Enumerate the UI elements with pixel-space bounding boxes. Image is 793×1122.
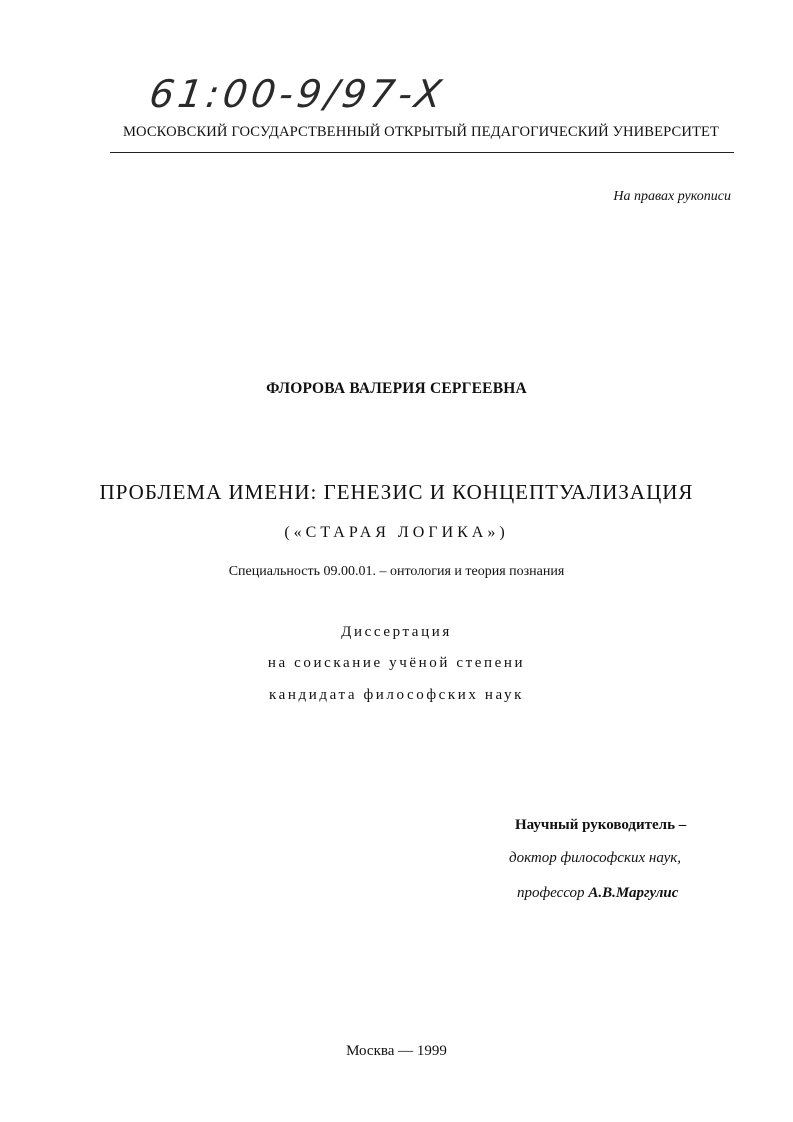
- degree-line-2: на соискание учёной степени: [267, 655, 526, 671]
- degree-line-1: Диссертация: [341, 624, 452, 640]
- supervisor-name: А.В.Маргулис: [588, 885, 679, 901]
- degree-line-3: кандидата философских наук: [269, 687, 524, 703]
- supervisor-degree: доктор философских наук,: [509, 850, 682, 866]
- handwritten-archive-number: 61:00-9/97-X: [146, 72, 449, 116]
- author-name: ФЛОРОВА ВАЛЕРИЯ СЕРГЕЕВНА: [266, 380, 527, 397]
- university-name: МОСКОВСКИЙ ГОСУДАРСТВЕННЫЙ ОТКРЫТЫЙ ПЕДАГОГИЧЕСКИЙ УНИВЕРСИТЕТ: [122, 124, 720, 140]
- specialty-line: Специальность 09.00.01. – онтология и теория познания: [228, 564, 565, 579]
- manuscript-rights-note: На правах рукописи: [613, 189, 731, 204]
- city-year: Москва — 1999: [346, 1043, 447, 1059]
- dissertation-subtitle: («СТАРАЯ ЛОГИКА»): [284, 524, 509, 541]
- supervisor-title-prefix: профессор: [517, 885, 589, 901]
- supervisor-label: Научный руководитель –: [515, 817, 687, 833]
- supervisor-title-line: [517, 885, 678, 902]
- dissertation-title: ПРОБЛЕМА ИМЕНИ: ГЕНЕЗИС И КОНЦЕПТУАЛИЗАЦИЯ: [99, 480, 694, 504]
- header-divider: [110, 152, 734, 153]
